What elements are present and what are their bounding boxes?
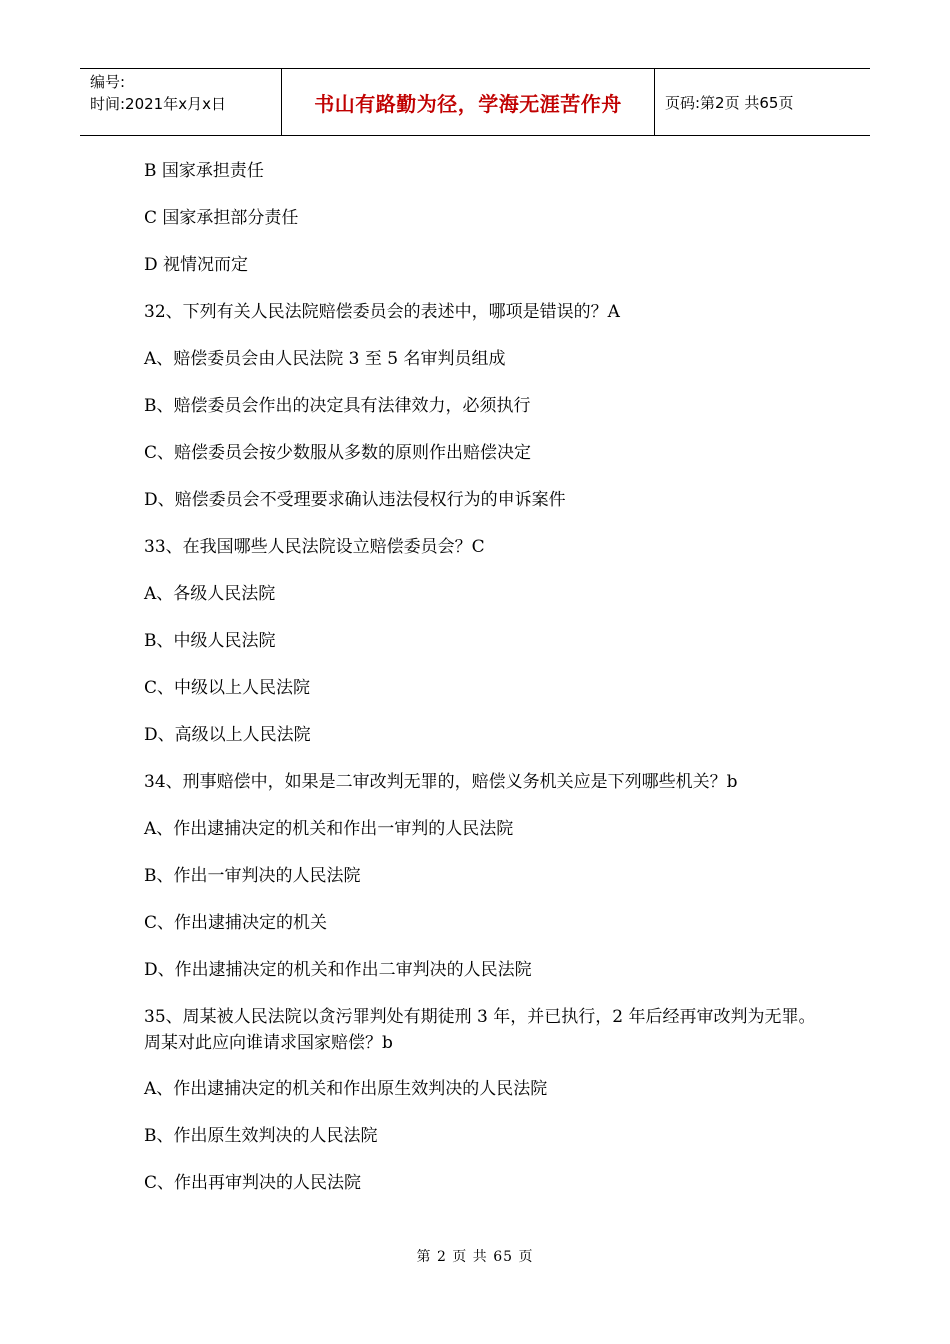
option-line: C、作出再审判决的人民法院 (144, 1173, 362, 1193)
option-line: A、作出逮捕决定的机关和作出一审判的人民法院 (144, 819, 514, 839)
question-line: 32、下列有关人民法院赔偿委员会的表述中，哪项是错误的？A (144, 302, 620, 322)
option-line: C 国家承担部分责任 (144, 208, 299, 228)
motto-text: 书山有路勤为径，学海无涯苦作舟 (314, 91, 622, 116)
question-line: 33、在我国哪些人民法院设立赔偿委员会？C (144, 537, 485, 557)
option-line: D、作出逮捕决定的机关和作出二审判决的人民法院 (144, 960, 532, 980)
option-line: B、赔偿委员会作出的决定具有法律效力，必须执行 (144, 396, 531, 416)
option-line: B、中级人民法院 (144, 631, 276, 651)
time-label: 时间:2021年x月x日 (90, 95, 226, 113)
page-info-text: 页码:第2页 共65页 (665, 93, 794, 112)
option-line: D 视情况而定 (144, 255, 249, 275)
document-body (144, 158, 816, 1217)
page-footer (0, 1246, 950, 1266)
option-line: A、作出逮捕决定的机关和作出原生效判决的人民法院 (144, 1079, 548, 1099)
option-line: B 国家承担责任 (144, 161, 264, 181)
option-line: D、高级以上人民法院 (144, 725, 311, 745)
page-header (80, 68, 870, 136)
header-motto-cell (282, 69, 655, 135)
header-page-info (655, 69, 870, 135)
footer-page-number: 第 2 页 共 65 页 (416, 1249, 534, 1265)
option-line: B、作出一审判决的人民法院 (144, 866, 361, 886)
option-line: B、作出原生效判决的人民法院 (144, 1126, 378, 1146)
serial-label: 编号: (90, 73, 126, 91)
option-line: C、赔偿委员会按少数服从多数的原则作出赔偿决定 (144, 443, 532, 463)
question-line: 35、周某被人民法院以贪污罪判处有期徒刑 3 年，并已执行，2 年后经再审改判为无罪。周某对此应向谁请求国家赔偿？b (144, 1007, 816, 1053)
option-line: D、赔偿委员会不受理要求确认违法侵权行为的申诉案件 (144, 490, 566, 510)
option-line: C、中级以上人民法院 (144, 678, 311, 698)
option-line: A、各级人民法院 (144, 584, 276, 604)
option-line: C、作出逮捕决定的机关 (144, 913, 328, 933)
question-line: 34、刑事赔偿中，如果是二审改判无罪的，赔偿义务机关应是下列哪些机关？b (144, 772, 738, 792)
header-meta (80, 69, 282, 135)
option-line: A、赔偿委员会由人民法院 3 至 5 名审判员组成 (144, 349, 506, 369)
